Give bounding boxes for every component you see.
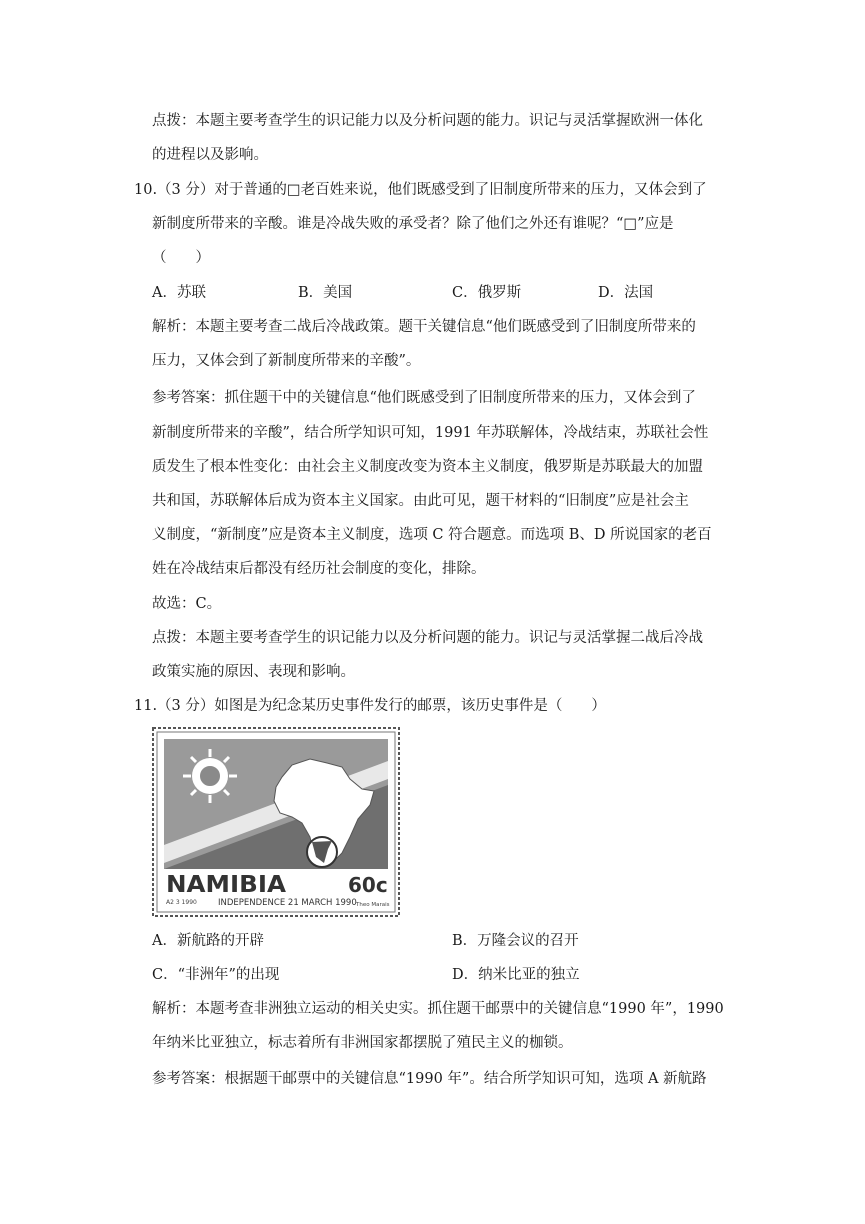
q10-stem-blank: （ ） [152, 250, 210, 266]
stamp-design [164, 739, 388, 869]
q10-tip-line: 政策实施的原因、表现和影响。 [152, 664, 355, 680]
stamp-code-text: A2 3 1990 [166, 899, 197, 906]
q10-analysis-line: 压力，又体会到了新制度所带来的辛酸”。 [152, 353, 421, 369]
q10-answer-line: 新制度所带来的辛酸”，结合所学知识可知，1991 年苏联解体，冷战结束，苏联社会性 [152, 425, 709, 441]
q11-option-d: D．纳米比亚的独立 [452, 967, 580, 983]
q10-option-c: C．俄罗斯 [452, 285, 522, 301]
stamp-artist-text: Theo Marais [356, 902, 390, 908]
q10-answer-line: 姓在冷战结束后都没有经历社会制度的变化，排除。 [152, 561, 486, 577]
q10-answer-line: 参考答案：抓住题干中的关键信息“他们既感受到了旧制度所带来的压力，又体会到了 [152, 390, 696, 406]
q10-stem-line: 10.（3 分）对于普通的□老百姓来说，他们既感受到了旧制度所带来的压力，又体会到了 [134, 182, 707, 198]
q10-answer-line: 质发生了根本性变化：由社会主义制度改变为资本主义制度，俄罗斯是苏联最大的加盟 [152, 459, 703, 475]
namibia-map-icon [307, 837, 337, 867]
q10-analysis-line: 解析：本题主要考查二战后冷战政策。题干关键信息“他们既感受到了旧制度所带来的 [152, 319, 696, 335]
stamp-country-text: NAMIBIA [166, 872, 287, 898]
q11-analysis-line: 解析：本题考查非洲独立运动的相关史实。抓住题干邮票中的关键信息“1990 年”，1990 [152, 1001, 724, 1017]
q11-option-c: C．“非洲年”的出现 [152, 967, 280, 983]
q9-tip-line: 点拨：本题主要考查学生的识记能力以及分析问题的能力。识记与灵活掌握欧洲一体化 [152, 113, 703, 129]
q11-option-b: B．万隆会议的召开 [452, 933, 579, 949]
q11-analysis-line: 年纳米比亚独立，标志着所有非洲国家都摆脱了殖民主义的枷锁。 [152, 1035, 573, 1051]
q10-choice: 故选：C。 [152, 596, 222, 612]
q10-tip-line: 点拨：本题主要考查学生的识记能力以及分析问题的能力。识记与灵活掌握二战后冷战 [152, 630, 703, 646]
q10-stem-line: 新制度所带来的辛酸。谁是冷战失败的承受者？除了他们之外还有谁呢？“□”应是 [152, 216, 674, 232]
stamp-value-text: 60c [348, 873, 388, 897]
q9-tip-line: 的进程以及影响。 [152, 147, 268, 163]
q11-option-a: A．新航路的开辟 [152, 933, 264, 949]
q10-option-d: D．法国 [598, 285, 654, 301]
q11-answer-line: 参考答案：根据题干邮票中的关键信息“1990 年”。结合所学知识可知，选项 A 新航路 [152, 1071, 707, 1087]
stamp-subtitle-text: INDEPENDENCE 21 MARCH 1990 [218, 898, 357, 908]
q11-stem-line: 11.（3 分）如图是为纪念某历史事件发行的邮票，该历史事件是（ ） [134, 698, 606, 714]
q10-answer-line: 共和国，苏联解体后成为资本主义国家。由此可见，题干材料的“旧制度”应是社会主 [152, 493, 689, 509]
q10-answer-line: 义制度，“新制度”应是资本主义制度，选项 C 符合题意。而选项 B、D 所说国家的老百 [152, 527, 712, 543]
namibia-stamp-image [152, 727, 400, 917]
q10-option-a: A．苏联 [152, 285, 206, 301]
q10-option-b: B．美国 [298, 285, 353, 301]
